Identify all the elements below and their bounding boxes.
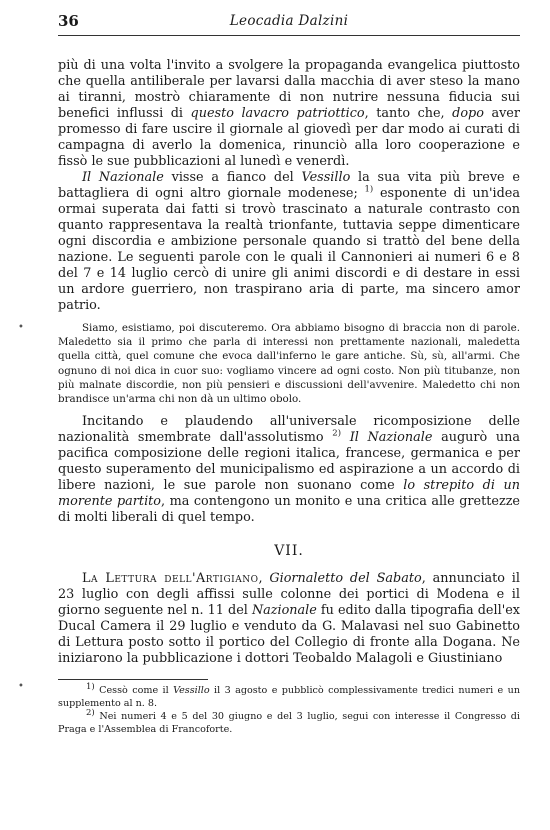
footnote-2-text: Nei numeri 4 e 5 del 30 giugno e del 3 luglio, segui con interesse il Congresso di Praga e l'Assemblea di Francoforte. <box>58 711 520 736</box>
paragraph-4-text-a: , <box>258 571 270 587</box>
paragraph-4-text-c: fu edito dalla tipografia dell'ex Ducal Camera il 29 luglio e venduto da G. Malavasi nel suo Gabinetto di Lettura posto sotto il portico del Collegio di fronte alla Dogana. Ne iniziarono la pubblicazione i dottori Teobaldo Malagoli e Giustiniano <box>58 603 521 667</box>
paragraph-3-italic-b: lo strepito di un morente partito <box>58 478 520 510</box>
paragraph-3 <box>58 414 520 526</box>
paragraph-2-text-c: esponente di un'idea ormai superata dai fatti si trovò trascinato a naturale contrasto con quanto rappresentava la realtà trionfante, tuttavia seppe dimenticare ogni discordia e ambizione personale quando si trattò del bene della nazione. Le seguenti parole con le quali il Cannonieri ai numeri 6 e 8 del 7 e 14 luglio cercò di unire gli animi discordi e di destare in essi un ardore guerriero, non traspirano aria di parte, ma sincero amor patrio. <box>58 186 520 313</box>
paragraph-1 <box>58 58 520 170</box>
paragraph-4-text-b: , annunciato il 23 luglio con degli affissi sulle colonne dei portici di Modena e il giorno seguente nel n. 11 del <box>58 571 520 619</box>
footnote-ref-1[interactable]: 1) <box>364 184 374 195</box>
paragraph-3-text-c: , ma contengono un monito e una critica alle grettezze di molti liberali di quel tempo. <box>58 494 521 526</box>
paragraph-2-text-a: visse a fianco del <box>163 170 302 185</box>
section-heading: VII. <box>274 543 304 560</box>
paragraph-1-text-c: aver promesso di fare uscire il giornale al giovedì per dar modo ai curati di campagna di averlo la domenica, rinunciò alla loro cooperazione e fissò le sue pubblicazioni al lunedì e venerdì. <box>58 106 520 169</box>
paragraph-2-italic-a: Il Nazionale <box>82 170 164 185</box>
paragraph-2-italic-b: Vessillo <box>301 170 351 185</box>
margin-mark-2: • <box>18 681 24 692</box>
paragraph-3-text-a: Incitando e plaudendo all'universale ricomposizione delle nazionalità smembrate dall'assolutismo <box>58 414 520 446</box>
footnote-2-marker: 2) <box>86 708 95 719</box>
footnote-2 <box>58 710 520 736</box>
footnote-rule <box>58 679 208 680</box>
main-text <box>58 58 520 667</box>
paragraph-1-text-a: più di una volta l'invito a svolgere la propaganda evangelica piuttosto che quella antiliberale per lavarsi dalla macchia di aver steso la mano ai tiranni, mostrò chiaramente di non nutrire nessuna fiducia sui benefici influssi di <box>58 58 520 121</box>
footnote-1-italic: Vessillo <box>173 685 210 697</box>
paragraph-1-text-b: , tanto che, <box>364 106 453 121</box>
block-quote-text: Siamo, esistiamo, poi discuteremo. Ora abbiamo bisogno di braccia non di parole. Maledetto sia il primo che parla di interessi non prettamente nazionali, maledetta quella città, quel comune che evoca dall'inferno le gare antiche. Sù, sù, all'armi. Che ognuno di noi dica in cuor suo: vogliamo vincere ad ogni costo. Non più titubanze, non più malnate discordie, non più pensieri e discussioni dell'avvenire. Maledetto chi non brandisce un'arma chi non dà un ultimo obolo. <box>58 322 520 406</box>
paragraph-4 <box>58 571 520 667</box>
periodical-title: La Lettura dell'Artigiano <box>82 571 259 587</box>
paragraph-1-italic-b: dopo <box>452 106 484 121</box>
page-header <box>58 12 520 36</box>
paragraph-3-text-b: augurò una pacifica composizione delle regioni italica, francese, germanica e per questo superamento del municipalismo ed aspirazione a un accordo di libere nazioni, le sue parole non suonano come <box>58 430 520 494</box>
page-number: 36 <box>58 12 79 30</box>
footnote-1-text-b: il 3 agosto e pubblicò complessivamente tredici numeri e un supplemento al n. 8. <box>58 685 520 710</box>
paragraph-4-italic-b: Nazionale <box>251 603 317 619</box>
running-title: Leocadia Dalzini <box>229 13 349 29</box>
paragraph-1-italic-a: questo lavacro patriottico <box>190 106 365 121</box>
block-quote <box>58 321 520 406</box>
footnote-1-marker: 1) <box>86 682 95 693</box>
paragraph-2-text-b: la sua vita più breve e battagliera di ogni altro giornale modenese; <box>58 170 520 201</box>
footnote-ref-2[interactable]: 2) <box>332 428 342 439</box>
footnote-1-text-a: Cessò come il <box>94 685 174 697</box>
paragraph-3-italic-a: Il Nazionale <box>349 430 433 446</box>
footnote-1 <box>58 684 520 710</box>
book-page <box>58 12 520 736</box>
paragraph-2 <box>58 170 520 314</box>
header-rule <box>58 35 520 36</box>
margin-mark-1: • <box>18 322 24 333</box>
paragraph-4-italic-a: Giornaletto del Sabato <box>269 571 422 587</box>
